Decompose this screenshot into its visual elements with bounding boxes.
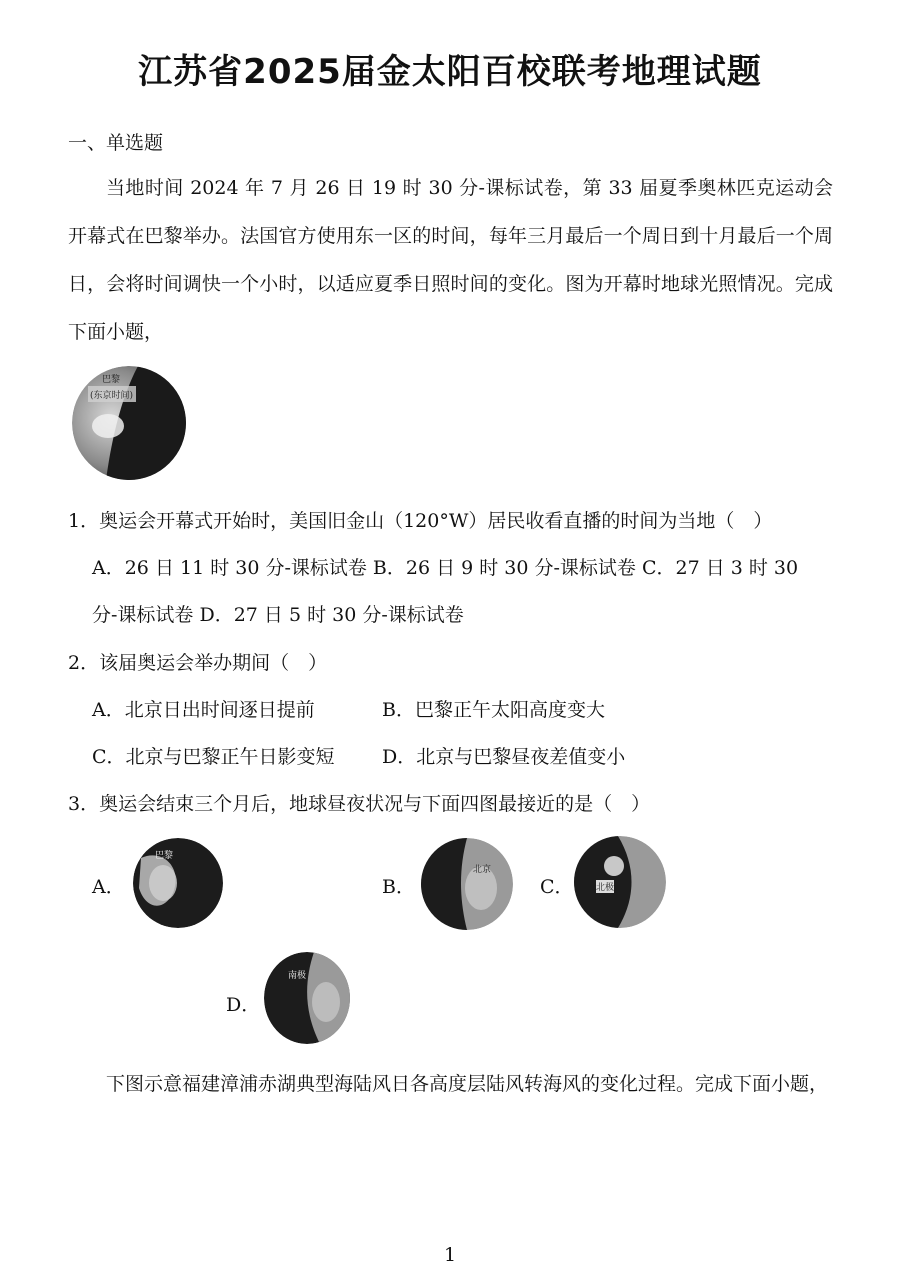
paris-label: 巴黎	[102, 375, 121, 385]
question-2	[68, 648, 327, 675]
globe-label: 南极	[288, 971, 307, 981]
intro-paragraph: 当地时间 2024 年 7 月 26 日 19 时 30 分-课标试卷，第 33 届夏季奥林匹克运动会开幕式在巴黎举办。法国官方使用东一区的时间，每年三月最后一个周日到十月最后一个周日，会将时间调快一个小时，以适应夏季日照时间的变化。图为开幕时地球光照情况。完成下面小题，	[68, 177, 833, 343]
option-b-label: B．	[382, 876, 415, 898]
question-1-options-line-1: A．26 日 11 时 30 分-课标试卷 B．26 日 9 时 30 分-课标试卷 C．27 日 3 时 30	[92, 557, 799, 579]
question-3	[68, 789, 650, 816]
globe-option-c	[574, 836, 666, 928]
question-stem: 该届奥运会举办期间（ ）	[99, 652, 328, 674]
question-1-options-line-2: 分-课标试卷 D．27 日 5 时 30 分-课标试卷	[92, 604, 464, 626]
option-d-label: D．	[226, 994, 261, 1016]
page-number: 1	[443, 1244, 457, 1266]
time-label: (东京时间)	[90, 391, 134, 401]
exam-title: 江苏省2025届金太阳百校联考地理试题	[138, 52, 762, 92]
question-number: 2．	[68, 652, 100, 674]
globe-label: 巴黎	[155, 851, 174, 861]
globe-option-a	[133, 838, 223, 928]
question-number: 3．	[68, 793, 100, 815]
question-stem: 奥运会结束三个月后，地球昼夜状况与下面四图最接近的是（ ）	[99, 793, 651, 815]
question-number: 1．	[68, 510, 100, 532]
globe-option-d	[264, 952, 350, 1044]
option-a-label: A．	[92, 876, 125, 898]
option-b: B．巴黎正午太阳高度变大	[382, 699, 605, 721]
second-paragraph: 下图示意福建漳浦赤湖典型海陆风日各高度层陆风转海风的变化过程。完成下面小题，	[106, 1073, 829, 1095]
section-heading: 一、单选题	[68, 132, 164, 154]
globe-label: 北京	[473, 865, 492, 875]
option-c-label: C．	[540, 876, 574, 898]
globe-label: 北极	[596, 880, 614, 893]
option-a: A．北京日出时间逐日提前	[92, 699, 315, 721]
question-1	[68, 506, 772, 533]
option-d: D．北京与巴黎昼夜差值变小	[382, 746, 626, 768]
option-c: C．北京与巴黎正午日影变短	[92, 746, 335, 768]
globe-option-b	[421, 838, 513, 930]
earth-illumination-figure	[72, 366, 186, 480]
question-stem: 奥运会开幕式开始时，美国旧金山（120°W）居民收看直播的时间为当地（ ）	[99, 510, 773, 532]
